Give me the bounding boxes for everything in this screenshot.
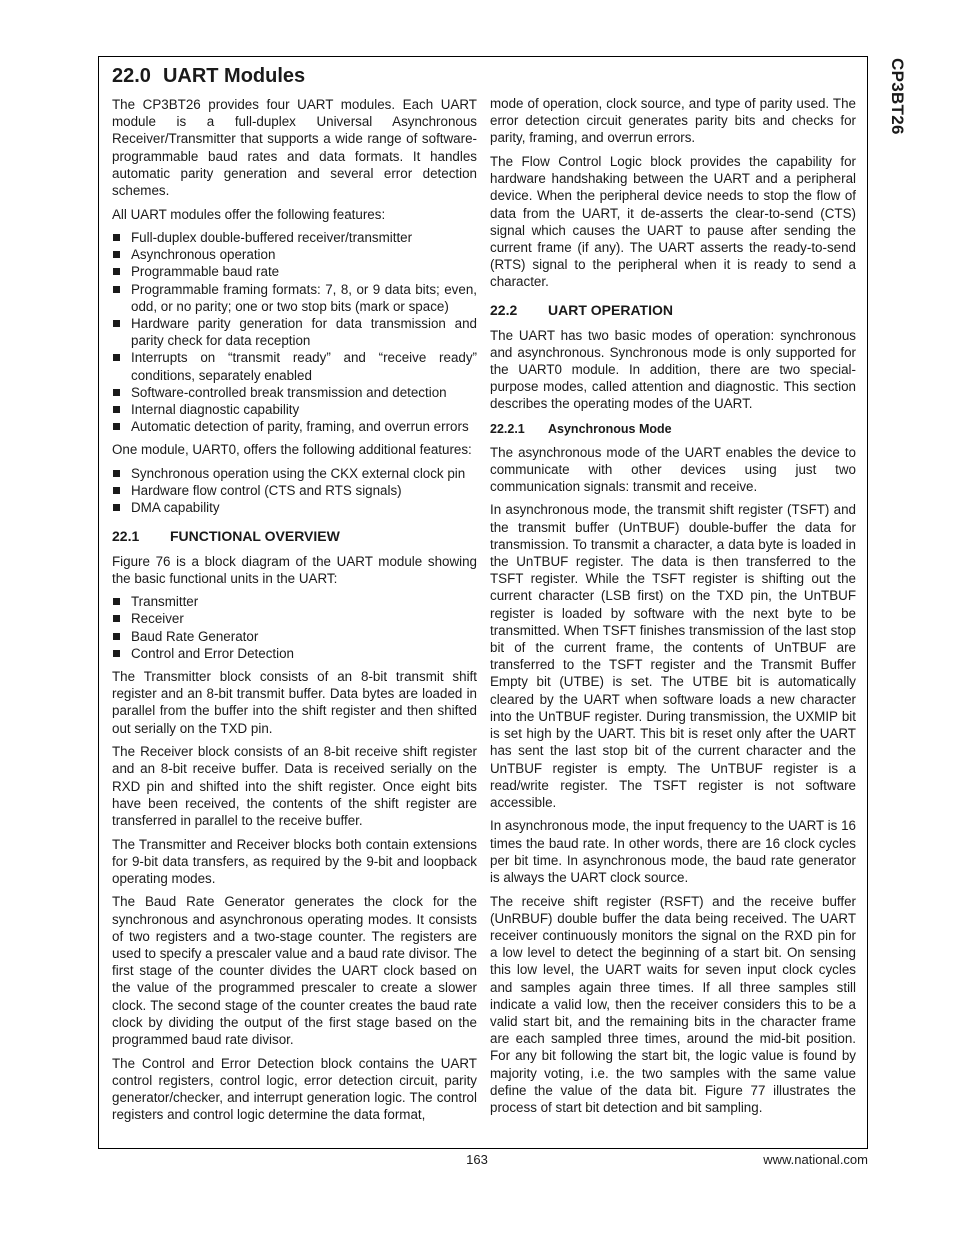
section-heading-overview	[112, 527, 477, 545]
chapter-title	[112, 64, 477, 88]
list-item: Full-duplex double-buffered receiver/transmitter	[112, 229, 477, 246]
list-item: DMA capability	[112, 499, 477, 516]
chapter-number: 22.0	[112, 65, 151, 87]
list-item: Control and Error Detection	[112, 645, 477, 662]
units-list	[112, 593, 477, 662]
baud-paragraph: The Baud Rate Generator generates the clock for the synchronous and asynchronous operating modes. It consists of two registers and a two-stage counter. The registers are used to specify a prescaler value and a baud rate divisor. The first stage of the counter divides the UART clock based on the value of the programmed prescaler to create a slower clock. The second stage of the counter creates the baud rate clock by dividing the output of the first stage based on the programmed baud rate divisor.	[112, 894, 477, 1048]
tsft-paragraph: In asynchronous mode, the transmit shift register (TSFT) and the transmit buffer (UnTBUF) double-buffer the data for transmission. To transmit a character, a data byte is loaded in the UnTBUF register. The data is then transferred to the TSFT register. While the TSFT register is shifting out the current character (LSB first) on the TXD pin, the UnTBUF register is loaded by software with the next byte to be transmitted. When TSFT finishes transmission of the last stop bit of the current frame, the contents of UnTBUF are transferred to the TSFT register and the Transmit Buffer Empty bit (UTBE) is set. The UTBE bit is automatically cleared by the UART when software loads a new character into the UnTBUF register. During transmission, the UXMIP bit is set high by the UART. This bit is reset only after the UART has sent the last stop bit of the current character and the UnTBUF register is empty. The UnTBUF register is a read/write register. The TSFT register is not software accessible.	[490, 502, 856, 810]
subsection-title: Asynchronous Mode	[548, 421, 672, 436]
list-item: Transmitter	[112, 593, 477, 610]
list-item: Software-controlled break transmission and detection	[112, 384, 477, 401]
rsft-paragraph: The receive shift register (RSFT) and the receive buffer (UnRBUF) double buffer the data being received. The UART receiver continuously monitors the signal on the RXD pin for a low level to detect the beginning of a start bit. On sensing this low level, the UART waits for seven input clock cycles and samples again three times. If all three samples still indicate a valid low, then the receiver considers this to be a valid start bit, and the remaining bits in the character frame are each sampled three times, around the mid-bit position. For any bit following the start bit, the logic value is found by majority voting, i.e. the two samples with the same value define the value of the data bit. Figure 77 illustrates the process of start bit detection and bit sampling.	[490, 893, 856, 1115]
list-item: Asynchronous operation	[112, 246, 477, 263]
flow-control-paragraph: The Flow Control Logic block provides the capability for hardware handshaking between the UART and a peripheral device. When the peripheral device needs to stop the flow of data from the UART, it de-asserts the clear-to-send (CTS) signal which causes the UART to pause after sending the current frame (if any). The UART asserts the ready-to-send (RTS) signal to the peripheral when it is ready to send a character.	[490, 153, 856, 290]
left-column	[112, 64, 477, 1130]
frequency-paragraph: In asynchronous mode, the input frequency to the UART is 16 times the baud rate. In other words, there are 16 clock cycles per bit time. In asynchronous mode, the baud rate generator is always the UART clock source.	[490, 818, 856, 886]
receiver-paragraph: The Receiver block consists of an 8-bit receive shift register and an 8-bit receive buffer. Data is received serially on the RXD pin and shifted into the shift register. Once eight bits have been received, the contents of the shift register are transferred in parallel to the receive buffer.	[112, 744, 477, 828]
section-title: UART OPERATION	[548, 301, 673, 318]
extra-features-list	[112, 465, 477, 517]
section-heading-operation	[490, 301, 856, 319]
list-item: Synchronous operation using the CKX external clock pin	[112, 465, 477, 482]
list-item: Interrupts on “transmit ready” and “receive ready” conditions, separately enabled	[112, 349, 477, 383]
list-item: Internal diagnostic capability	[112, 401, 477, 418]
footer-url: www.national.com	[763, 1152, 868, 1167]
features-list	[112, 229, 477, 435]
section-number: 22.1	[112, 527, 140, 544]
list-item: Hardware flow control (CTS and RTS signals)	[112, 482, 477, 499]
operation-paragraph: The UART has two basic modes of operation: synchronous and asynchronous. Synchronous mode is only supported for the UART0 module. In addition, there are two special-purpose modes, called attention and diagnostic. This section describes the operating modes of the UART.	[490, 327, 856, 412]
list-item: Programmable framing formats: 7, 8, or 9 data bits; even, odd, or no parity; one or two stop bits (mark or space)	[112, 281, 477, 315]
list-item: Programmable baud rate	[112, 263, 477, 280]
transmitter-paragraph: The Transmitter block consists of an 8-bit transmit shift register and an 8-bit transmit buffer. Data bytes are loaded in parallel from the buffer into the shift register and then shifted out serially on the TXD pin.	[112, 669, 477, 736]
async-intro-paragraph: The asynchronous mode of the UART enables the device to communicate with other devices using just two communication signals: transmit and receive.	[490, 444, 856, 494]
list-item: Baud Rate Generator	[112, 628, 477, 645]
extensions-paragraph: The Transmitter and Receiver blocks both contain extensions for 9-bit data transfers, as required by the 9-bit and loopback operating modes.	[112, 836, 477, 886]
chapter-title-text: UART Modules	[162, 65, 306, 87]
product-name: CP3BT26	[888, 58, 907, 135]
subsection-number: 22.2.1	[490, 421, 525, 436]
page-number: 163	[466, 1152, 488, 1167]
list-item: Receiver	[112, 610, 477, 627]
features-intro: All UART modules offer the following features:	[112, 206, 386, 222]
right-column	[490, 95, 856, 1122]
section-number: 22.2	[490, 301, 518, 318]
subsection-heading-async	[490, 421, 856, 437]
intro-paragraph: The CP3BT26 provides four UART modules. Each UART module is a full-duplex Universal Asynchronous Receiver/Transmitter that supports a wide range of software-programmable baud rates and data formats. It handles automatic parity generation and several error detection schemes.	[112, 97, 477, 199]
section-title: FUNCTIONAL OVERVIEW	[170, 527, 340, 544]
figure76-paragraph: Figure 76 is a block diagram of the UART module showing the basic functional units in the UART:	[112, 553, 477, 586]
continued-paragraph: mode of operation, clock source, and type of parity used. The error detection circuit generates parity bits and checks for parity, framing, and overrun errors.	[490, 96, 856, 146]
list-item: Hardware parity generation for data transmission and parity check for data reception	[112, 315, 477, 349]
list-item: Automatic detection of parity, framing, and overrun errors	[112, 418, 477, 435]
control-paragraph: The Control and Error Detection block contains the UART control registers, control logic, error detection circuit, parity generator/checker, and interrupt generation logic. The control registers and control logic determine the data format,	[112, 1055, 477, 1123]
uart0-paragraph: One module, UART0, offers the following additional features:	[112, 442, 472, 458]
side-product-label	[877, 58, 907, 178]
